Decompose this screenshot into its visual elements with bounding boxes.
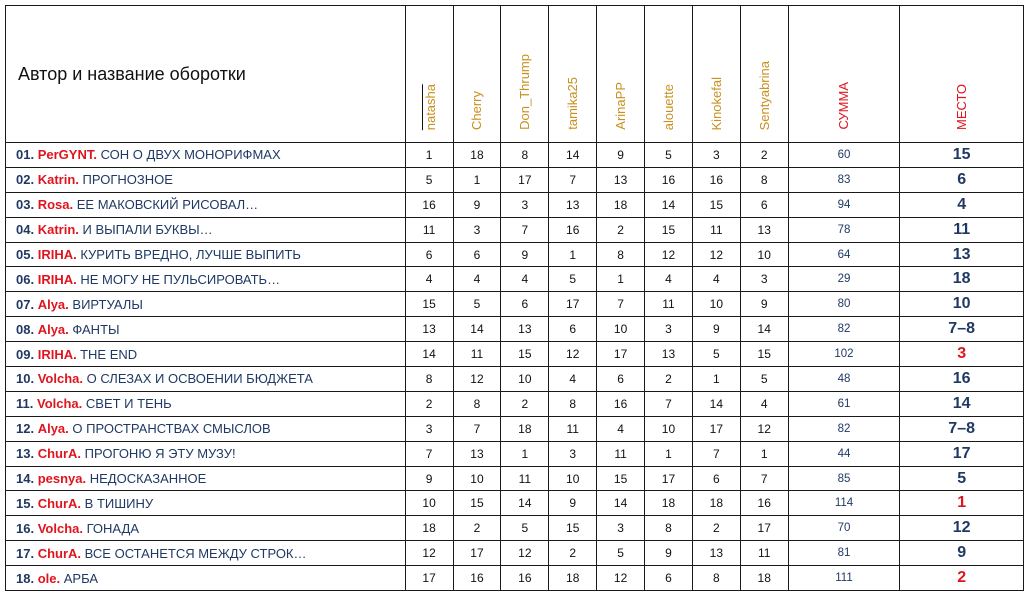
entry-cell bbox=[6, 292, 406, 317]
entry-number: 06. bbox=[16, 271, 35, 287]
place-cell: 18 bbox=[900, 267, 1024, 292]
score-cell: 5 bbox=[597, 541, 645, 566]
score-cell: 10 bbox=[740, 242, 788, 267]
score-cell: 11 bbox=[405, 217, 453, 242]
place-cell: 9 bbox=[900, 541, 1024, 566]
entry-number: 09. bbox=[16, 346, 35, 362]
place-cell: 11 bbox=[900, 217, 1024, 242]
score-cell: 13 bbox=[549, 192, 597, 217]
entry-title: НЕ МОГУ НЕ ПУЛЬСИРОВАТЬ… bbox=[80, 271, 281, 287]
entry-number: 05. bbox=[16, 247, 35, 262]
score-cell: 16 bbox=[740, 491, 788, 516]
sum-cell: 83 bbox=[788, 167, 900, 192]
score-cell: 11 bbox=[740, 541, 788, 566]
table-row bbox=[6, 566, 1024, 591]
entry-number: 01. bbox=[16, 147, 35, 163]
sum-cell: 85 bbox=[788, 466, 900, 491]
entry-author: IRIHA. bbox=[37, 346, 77, 362]
score-cell: 17 bbox=[597, 342, 645, 367]
place-cell: 13 bbox=[900, 242, 1024, 267]
judge-header bbox=[740, 6, 788, 143]
score-cell: 2 bbox=[405, 391, 453, 416]
score-cell: 13 bbox=[597, 167, 645, 192]
table-row bbox=[6, 416, 1024, 441]
score-cell: 1 bbox=[740, 441, 788, 466]
entry-title: СОН О ДВУХ МОНОРИФМАХ bbox=[100, 147, 281, 163]
entry-author: pesnya. bbox=[37, 471, 87, 487]
score-cell: 14 bbox=[740, 317, 788, 342]
place-cell: 14 bbox=[900, 391, 1024, 416]
table-row bbox=[6, 466, 1024, 491]
score-cell: 6 bbox=[692, 466, 740, 491]
score-cell: 18 bbox=[405, 516, 453, 541]
place-cell: 2 bbox=[900, 566, 1024, 591]
entry-author: ChurA. bbox=[37, 446, 82, 462]
score-cell: 8 bbox=[645, 516, 693, 541]
score-cell: 16 bbox=[692, 167, 740, 192]
score-cell: 13 bbox=[453, 441, 501, 466]
sum-cell: 78 bbox=[788, 217, 900, 242]
entry-cell bbox=[6, 342, 406, 367]
judge-name: ArinaPP bbox=[613, 82, 629, 130]
score-cell: 8 bbox=[692, 566, 740, 591]
score-cell: 8 bbox=[405, 367, 453, 392]
score-cell: 3 bbox=[740, 267, 788, 292]
score-cell: 7 bbox=[597, 292, 645, 317]
place-label: МЕСТО bbox=[954, 84, 970, 130]
score-cell: 15 bbox=[740, 342, 788, 367]
score-cell: 12 bbox=[549, 342, 597, 367]
entry-number: 15. bbox=[16, 495, 35, 511]
score-cell: 11 bbox=[453, 342, 501, 367]
entry-author: Volcha. bbox=[37, 371, 83, 387]
sum-cell: 102 bbox=[788, 342, 900, 367]
judge-name: Kinokefal bbox=[708, 76, 724, 130]
entry-title: О СЛЕЗАХ И ОСВОЕНИИ БЮДЖЕТА bbox=[86, 371, 313, 387]
score-cell: 9 bbox=[740, 292, 788, 317]
score-cell: 15 bbox=[405, 292, 453, 317]
score-cell: 18 bbox=[692, 491, 740, 516]
entry-cell bbox=[6, 466, 406, 491]
score-cell: 1 bbox=[549, 242, 597, 267]
score-cell: 1 bbox=[453, 167, 501, 192]
entry-number: 11. bbox=[16, 396, 34, 412]
sum-cell: 111 bbox=[788, 566, 900, 591]
score-cell: 13 bbox=[645, 342, 693, 367]
entry-author: IRIHA. bbox=[37, 247, 77, 262]
place-cell: 3 bbox=[900, 342, 1024, 367]
table-row bbox=[6, 342, 1024, 367]
score-cell: 4 bbox=[549, 367, 597, 392]
score-cell: 6 bbox=[645, 566, 693, 591]
table-row bbox=[6, 441, 1024, 466]
score-cell: 17 bbox=[405, 566, 453, 591]
score-cell: 12 bbox=[740, 416, 788, 441]
score-cell: 8 bbox=[740, 167, 788, 192]
score-cell: 9 bbox=[645, 541, 693, 566]
score-cell: 8 bbox=[501, 143, 549, 168]
place-cell: 10 bbox=[900, 292, 1024, 317]
entry-author: ChurA. bbox=[37, 545, 82, 561]
score-cell: 8 bbox=[597, 242, 645, 267]
judge-header bbox=[453, 6, 501, 143]
score-cell: 11 bbox=[645, 292, 693, 317]
entry-cell bbox=[6, 391, 406, 416]
judge-header bbox=[645, 6, 693, 143]
entry-title: НЕДОСКАЗАННОЕ bbox=[89, 471, 207, 487]
score-cell: 14 bbox=[692, 391, 740, 416]
table-row bbox=[6, 292, 1024, 317]
entry-cell bbox=[6, 217, 406, 242]
entry-title: СВЕТ И ТЕНЬ bbox=[85, 396, 172, 412]
score-cell: 13 bbox=[692, 541, 740, 566]
entry-cell bbox=[6, 242, 406, 267]
sum-cell: 82 bbox=[788, 416, 900, 441]
entry-title: ПРОГНОЗНОЕ bbox=[82, 172, 173, 188]
score-cell: 5 bbox=[692, 342, 740, 367]
table-body bbox=[6, 143, 1024, 591]
score-cell: 10 bbox=[405, 491, 453, 516]
score-cell: 2 bbox=[501, 391, 549, 416]
sum-cell: 82 bbox=[788, 317, 900, 342]
score-cell: 16 bbox=[549, 217, 597, 242]
sum-cell: 81 bbox=[788, 541, 900, 566]
score-cell: 15 bbox=[549, 516, 597, 541]
score-cell: 12 bbox=[692, 242, 740, 267]
score-cell: 8 bbox=[549, 391, 597, 416]
score-cell: 14 bbox=[405, 342, 453, 367]
score-cell: 16 bbox=[453, 566, 501, 591]
entry-author: Alya. bbox=[37, 321, 69, 337]
score-cell: 5 bbox=[549, 267, 597, 292]
table-row bbox=[6, 367, 1024, 392]
entry-cell bbox=[6, 267, 406, 292]
score-cell: 9 bbox=[692, 317, 740, 342]
score-cell: 3 bbox=[692, 143, 740, 168]
entry-author: Volcha. bbox=[37, 520, 83, 536]
entry-author: IRIHA. bbox=[37, 271, 77, 287]
score-cell: 18 bbox=[740, 566, 788, 591]
entry-title: ФАНТЫ bbox=[72, 321, 120, 337]
entry-author: PerGYNT. bbox=[37, 147, 97, 163]
score-cell: 13 bbox=[405, 317, 453, 342]
judge-name: Don_Thrump bbox=[517, 54, 533, 130]
entry-title: И ВЫПАЛИ БУКВЫ… bbox=[82, 222, 213, 238]
entry-cell bbox=[6, 167, 406, 192]
sum-cell: 44 bbox=[788, 441, 900, 466]
sum-cell: 60 bbox=[788, 143, 900, 168]
entry-number: 17. bbox=[16, 545, 35, 561]
entry-cell bbox=[6, 441, 406, 466]
place-cell: 6 bbox=[900, 167, 1024, 192]
score-cell: 5 bbox=[501, 516, 549, 541]
score-cell: 9 bbox=[597, 143, 645, 168]
place-cell: 1 bbox=[900, 491, 1024, 516]
score-cell: 15 bbox=[453, 491, 501, 516]
sum-cell: 48 bbox=[788, 367, 900, 392]
score-cell: 17 bbox=[453, 541, 501, 566]
entry-number: 14. bbox=[16, 471, 35, 487]
table-row bbox=[6, 167, 1024, 192]
score-cell: 10 bbox=[453, 466, 501, 491]
place-header bbox=[900, 6, 1024, 143]
score-cell: 6 bbox=[453, 242, 501, 267]
score-cell: 15 bbox=[501, 342, 549, 367]
score-cell: 16 bbox=[405, 192, 453, 217]
score-cell: 6 bbox=[740, 192, 788, 217]
score-cell: 4 bbox=[645, 267, 693, 292]
entry-author: Katrin. bbox=[37, 222, 79, 238]
score-cell: 12 bbox=[645, 242, 693, 267]
score-cell: 9 bbox=[453, 192, 501, 217]
score-cell: 17 bbox=[645, 466, 693, 491]
score-cell: 7 bbox=[501, 217, 549, 242]
score-cell: 9 bbox=[405, 466, 453, 491]
score-cell: 5 bbox=[453, 292, 501, 317]
score-cell: 14 bbox=[501, 491, 549, 516]
score-cell: 18 bbox=[645, 491, 693, 516]
entry-title: ЕЕ МАКОВСКИЙ РИСОВАЛ… bbox=[76, 197, 259, 213]
judge-name: Cherry bbox=[469, 90, 485, 130]
place-cell: 12 bbox=[900, 516, 1024, 541]
entry-title: ГОНАДА bbox=[86, 520, 139, 536]
judge-name: tamika25 bbox=[565, 77, 581, 130]
score-cell: 15 bbox=[692, 192, 740, 217]
judge-header bbox=[405, 6, 453, 143]
score-cell: 10 bbox=[501, 367, 549, 392]
score-cell: 4 bbox=[405, 267, 453, 292]
entry-number: 04. bbox=[16, 222, 35, 238]
judge-name: alouette bbox=[660, 83, 676, 130]
sum-label: СУММА bbox=[836, 82, 852, 130]
entry-number: 16. bbox=[16, 520, 35, 536]
sum-cell: 64 bbox=[788, 242, 900, 267]
sum-cell: 29 bbox=[788, 267, 900, 292]
entry-number: 18. bbox=[16, 570, 35, 586]
results-table bbox=[5, 5, 1024, 591]
score-cell: 4 bbox=[453, 267, 501, 292]
judge-header bbox=[597, 6, 645, 143]
score-cell: 14 bbox=[645, 192, 693, 217]
score-cell: 18 bbox=[453, 143, 501, 168]
score-cell: 3 bbox=[549, 441, 597, 466]
score-cell: 14 bbox=[597, 491, 645, 516]
score-cell: 14 bbox=[549, 143, 597, 168]
score-cell: 18 bbox=[549, 566, 597, 591]
entry-number: 10. bbox=[16, 371, 35, 387]
sum-cell: 80 bbox=[788, 292, 900, 317]
sum-cell: 70 bbox=[788, 516, 900, 541]
score-cell: 3 bbox=[405, 416, 453, 441]
table-row bbox=[6, 391, 1024, 416]
place-cell: 4 bbox=[900, 192, 1024, 217]
score-cell: 14 bbox=[453, 317, 501, 342]
entry-cell bbox=[6, 192, 406, 217]
table-row bbox=[6, 192, 1024, 217]
table-row bbox=[6, 516, 1024, 541]
score-cell: 10 bbox=[645, 416, 693, 441]
score-cell: 17 bbox=[501, 167, 549, 192]
table-row bbox=[6, 242, 1024, 267]
score-cell: 7 bbox=[453, 416, 501, 441]
entry-cell bbox=[6, 317, 406, 342]
score-cell: 3 bbox=[597, 516, 645, 541]
entry-author: Rosa. bbox=[37, 197, 74, 213]
entry-title: В ТИШИНУ bbox=[84, 495, 154, 511]
entry-title: КУРИТЬ ВРЕДНО, ЛУЧШЕ ВЫПИТЬ bbox=[80, 247, 301, 262]
entry-author: Volcha. bbox=[36, 396, 83, 412]
score-cell: 7 bbox=[740, 466, 788, 491]
table-row bbox=[6, 317, 1024, 342]
place-cell: 5 bbox=[900, 466, 1024, 491]
entry-cell bbox=[6, 367, 406, 392]
entry-cell bbox=[6, 491, 406, 516]
score-cell: 2 bbox=[453, 516, 501, 541]
score-cell: 5 bbox=[740, 367, 788, 392]
entry-author: Alya. bbox=[37, 296, 69, 312]
score-cell: 9 bbox=[549, 491, 597, 516]
entry-number: 13. bbox=[16, 446, 35, 462]
entry-title: ВИРТУАЛЫ bbox=[72, 296, 143, 312]
place-cell: 7–8 bbox=[900, 317, 1024, 342]
score-cell: 6 bbox=[501, 292, 549, 317]
score-cell: 17 bbox=[740, 516, 788, 541]
entry-author: ChurA. bbox=[37, 495, 82, 511]
score-cell: 10 bbox=[549, 466, 597, 491]
judge-header bbox=[549, 6, 597, 143]
place-cell: 17 bbox=[900, 441, 1024, 466]
score-cell: 13 bbox=[740, 217, 788, 242]
score-cell: 6 bbox=[405, 242, 453, 267]
score-cell: 7 bbox=[549, 167, 597, 192]
score-cell: 1 bbox=[692, 367, 740, 392]
score-cell: 1 bbox=[597, 267, 645, 292]
score-cell: 5 bbox=[645, 143, 693, 168]
sum-cell: 114 bbox=[788, 491, 900, 516]
score-cell: 10 bbox=[692, 292, 740, 317]
score-cell: 11 bbox=[597, 441, 645, 466]
score-cell: 16 bbox=[501, 566, 549, 591]
entry-number: 08. bbox=[16, 321, 35, 337]
score-cell: 6 bbox=[597, 367, 645, 392]
header-row bbox=[6, 6, 1024, 143]
table-row bbox=[6, 541, 1024, 566]
place-cell: 7–8 bbox=[900, 416, 1024, 441]
score-cell: 2 bbox=[645, 367, 693, 392]
entry-number: 07. bbox=[16, 296, 35, 312]
place-cell: 15 bbox=[900, 143, 1024, 168]
score-cell: 13 bbox=[501, 317, 549, 342]
score-cell: 6 bbox=[549, 317, 597, 342]
entry-author: Alya. bbox=[37, 421, 69, 437]
score-cell: 2 bbox=[597, 217, 645, 242]
score-cell: 16 bbox=[597, 391, 645, 416]
score-cell: 4 bbox=[501, 267, 549, 292]
score-cell: 12 bbox=[405, 541, 453, 566]
score-cell: 1 bbox=[405, 143, 453, 168]
score-cell: 7 bbox=[405, 441, 453, 466]
score-cell: 11 bbox=[549, 416, 597, 441]
judge-name: Sentyabrina bbox=[756, 60, 772, 130]
entry-cell bbox=[6, 416, 406, 441]
table-row bbox=[6, 491, 1024, 516]
table-row bbox=[6, 217, 1024, 242]
entry-title: ВСЕ ОСТАНЕТСЯ МЕЖДУ СТРОК… bbox=[84, 545, 307, 561]
score-cell: 4 bbox=[597, 416, 645, 441]
entry-title: АРБА bbox=[63, 570, 98, 586]
judge-header bbox=[692, 6, 740, 143]
entry-number: 02. bbox=[16, 172, 35, 188]
table-row bbox=[6, 143, 1024, 168]
score-cell: 11 bbox=[692, 217, 740, 242]
entry-cell bbox=[6, 541, 406, 566]
entry-author: ole. bbox=[37, 570, 61, 586]
judge-header bbox=[501, 6, 549, 143]
sum-cell: 61 bbox=[788, 391, 900, 416]
entry-number: 12. bbox=[16, 421, 35, 437]
score-cell: 12 bbox=[501, 541, 549, 566]
score-cell: 5 bbox=[405, 167, 453, 192]
score-cell: 4 bbox=[740, 391, 788, 416]
score-cell: 7 bbox=[692, 441, 740, 466]
score-cell: 10 bbox=[597, 317, 645, 342]
entry-cell bbox=[6, 516, 406, 541]
score-cell: 18 bbox=[597, 192, 645, 217]
entry-title: ПРОГОНЮ Я ЭТУ МУЗУ! bbox=[84, 446, 236, 462]
score-cell: 8 bbox=[453, 391, 501, 416]
score-cell: 3 bbox=[453, 217, 501, 242]
score-cell: 18 bbox=[501, 416, 549, 441]
score-cell: 17 bbox=[549, 292, 597, 317]
score-cell: 4 bbox=[692, 267, 740, 292]
sum-cell: 94 bbox=[788, 192, 900, 217]
entry-number: 03. bbox=[16, 197, 35, 213]
entry-cell bbox=[6, 143, 406, 168]
score-cell: 2 bbox=[740, 143, 788, 168]
score-cell: 3 bbox=[501, 192, 549, 217]
sum-header bbox=[788, 6, 900, 143]
score-cell: 1 bbox=[501, 441, 549, 466]
entry-title: THE END bbox=[80, 346, 138, 362]
score-cell: 12 bbox=[453, 367, 501, 392]
entry-cell bbox=[6, 566, 406, 591]
score-cell: 3 bbox=[645, 317, 693, 342]
score-cell: 9 bbox=[501, 242, 549, 267]
entry-title: О ПРОСТРАНСТВАХ СМЫСЛОВ bbox=[72, 421, 271, 437]
score-cell: 15 bbox=[645, 217, 693, 242]
score-cell: 11 bbox=[501, 466, 549, 491]
score-cell: 12 bbox=[597, 566, 645, 591]
score-cell: 15 bbox=[597, 466, 645, 491]
score-cell: 17 bbox=[692, 416, 740, 441]
table-title: Автор и название оборотки bbox=[6, 6, 406, 143]
score-cell: 1 bbox=[645, 441, 693, 466]
score-cell: 2 bbox=[692, 516, 740, 541]
table-row bbox=[6, 267, 1024, 292]
score-cell: 2 bbox=[549, 541, 597, 566]
score-cell: 7 bbox=[645, 391, 693, 416]
entry-author: Katrin. bbox=[37, 172, 79, 188]
judge-name: natasha bbox=[422, 83, 438, 130]
score-cell: 16 bbox=[645, 167, 693, 192]
place-cell: 16 bbox=[900, 367, 1024, 392]
